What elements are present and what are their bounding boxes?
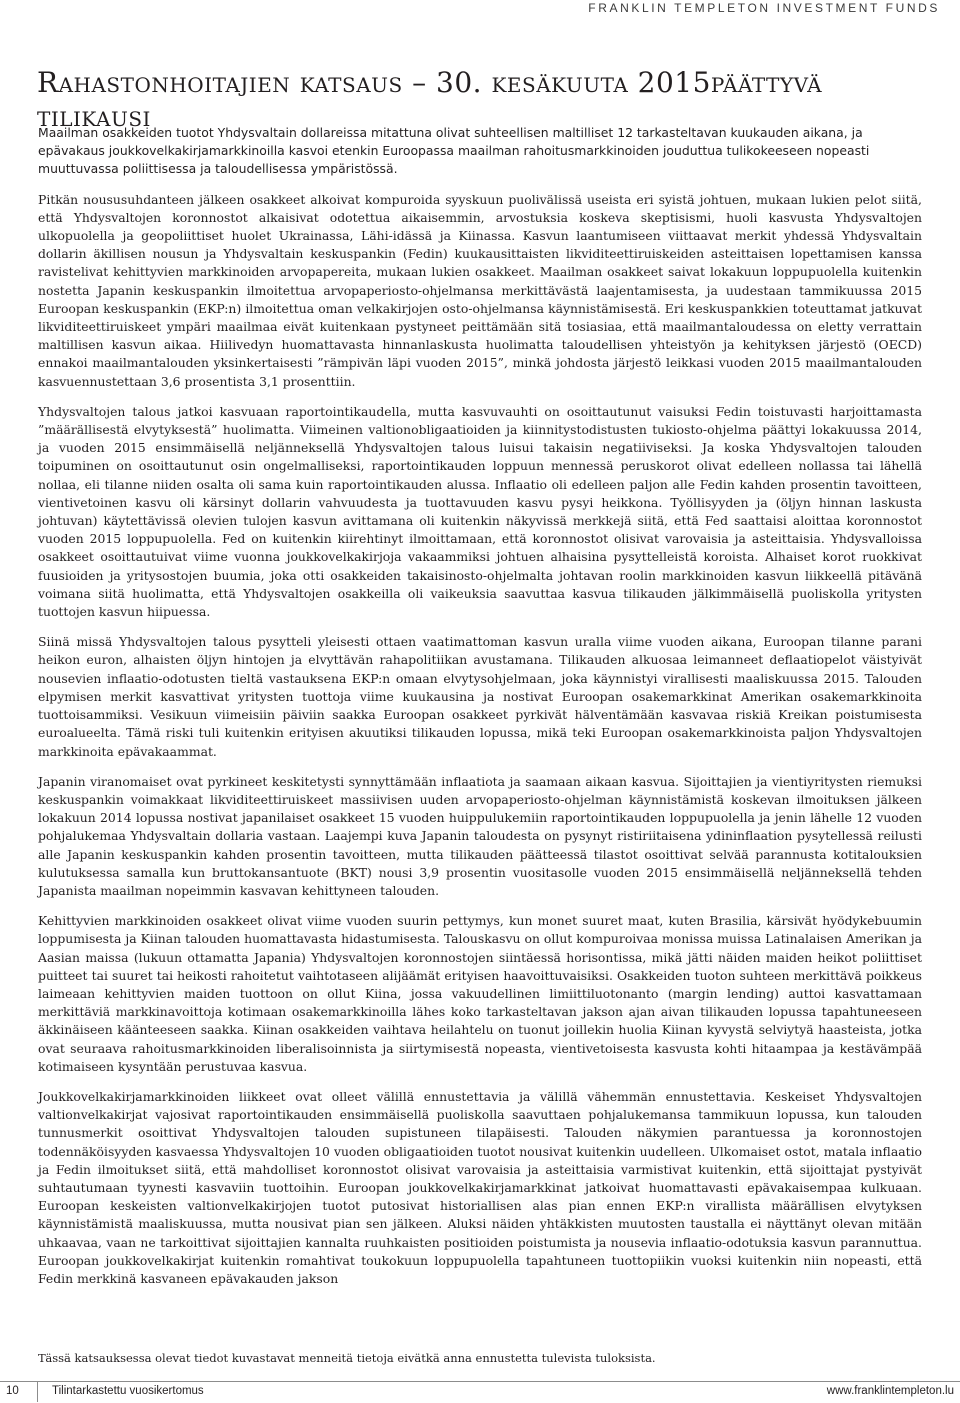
body-paragraph: Joukkovelkakirjamarkkinoiden liikkeet ovat olleet välillä ennustettavia ja välillä vähemmän ennustettavia. Keskeiset Yhdysvaltojen valtionvelkakirjat vajosivat raportointikauden ensimmäisellä puoliskolla saavuttaen pohjalukemansa tammikuun lopussa, kun talouden tunnusmerkit osoittivat Yhdysvaltojen talouden supistuneen tilapäisesti. Talouden näkymien parantuessa ja koronnostojen todennäköisyyden kasvaessa Yhdysvaltojen 10 vuoden obligaatioiden tuotot nousivat kuitenkin uudelleen. Ulkomaiset ostot, matala inflaatio ja Fedin ilmoitukset siitä, että mahdolliset koronnostot olisivat varovaisia ja asteittaisia varmistivat kuitenkin, että sijoittajat pystyivät suhtautumaan tyynesti kasvaviin tuottoihin. Euroopan joukkovelkakirjamarkkinat jatkoivat huomattavasti epävakaisempaa kulkuaan. Euroopan keskeisten valtionvelkakirjojen tuotot putosivat historiallisen alas pian ennen EKP:n virallista määrällisen elvytyksen käynnistämistä maaliskuussa, mutta nousivat pian sen jälkeen. Aluksi näiden yhtäkkisten muutosten taustalla ei näyttänyt olevan mitään uhkaavaa, vaan ne tarkoittivat sijoittajien kannalta ruuhkaisten positioiden poistumista ja nousevia inflaatio-odotuksia kasvun parannuttua. Euroopan joukkovelkakirjat kuitenkin romahtivat toukokuun loppupuolella tapahtuneen tuottopiikin vuoksi kuitenkin niin nopeasti, että Fedin merkkinä kasvaneen epävakauden jakson bbox=[38, 1088, 922, 1286]
report-name: Tilintarkastettu vuosikertomus bbox=[52, 1385, 204, 1397]
website-link[interactable]: www.franklintempleton.lu bbox=[826, 1385, 954, 1397]
body-paragraph: Pitkän noususuhdanteen jälkeen osakkeet alkoivat kompuroida syyskuun puolivälissä useista eri syistä johtuen, mukaan lukien pelot siitä, että Yhdysvaltojen koronnostot alkaisivat odotettua aikaisemmin, arvostuksia koskeva skeptisismi, huoli kasvusta Yhdysvaltojen ulkopuolella ja geopoliittiset huolet Ukrainassa, Lähi-idässä ja Kiinassa. Kasvun laantumiseen viittaavat merkit yhdessä Yhdysvaltain dollarin äkillisen nousun ja Yhdysvaltain keskuspankin (Fedin) kuukausittaisten likviditeettiruiskeiden asteittaisen lopettamisen kanssa ravistelivat kehittyvien markkinoiden arvopapereita, mukaan lukien osakkeet. Maailman osakkeet saivat lokakuun loppupuolella kuitenkin nostetta Japanin keskuspankin ilmoitettua arvopaperiosto-ohjelmansa merkittävästä laajentamisesta, ja uudestaan tammikuussa 2015 Euroopan keskuspankin (EKP:n) ilmoitettua oman velkakirjojen osto-ohjelmansa käynnistämisestä. Eri keskuspankkien toteuttamat jatkuvat likviditeettiruiskeet ympäri maailmaa eivät kuitenkaan pystyneet peittämään sitä tosiasiaa, että maailmantaloudessa on eletty verrattain maltillisen kasvun aikaa. Hiilivedyn huomattavasta hinnanlaskusta huolimatta taloudellisen yhteistyön ja kehityksen järjestö (OECD) ennakoi maailmantalouden yksinkertaisesti ”rämpivän läpi vuoden 2015”, minkä johdosta järjestö leikkasi vuoden 2015 maailmantalouden kasvuennustettaan 3,6 prosentista 3,1 prosenttiin. bbox=[38, 191, 922, 389]
footer-vertical-divider bbox=[37, 1382, 38, 1402]
body-paragraph: Japanin viranomaiset ovat pyrkineet keskitetysti synnyttämään inflaatiota ja saamaan aikaan kasvua. Sijoittajien ja vientiyritysten riemuksi keskuspankin voimakkaat likviditeettiruiskeet massiivisen uuden arvopaperiosto-ohjelman käynnistämistä koskevan ilmoituksen jälkeen lokakuun 2014 lopussa nostivat japanilaiset osakkeet 15 vuoden huippulukemiin raportointikauden loppupuolella ja jenin lähelle 12 vuoden pohjalukemaa Yhdysvaltain dollaria vastaan. Laajempi kuva Japanin taloudesta on pysynyt ristiriitaisena ydininflaation pysytellessä reilusti alle Japanin keskuspankin kahden prosentin tavoitteen, mutta tilikauden päätteessä tilastot osoittivat selvää parannusta kotitalouksien kulutuksessa samalla kun bruttokansantuote (BKT) nousi 3,9 prosentin vuositasolle vuoden 2015 ensimmäisellä neljänneksellä tehden Japanista maailman nopeimmin kasvavan kehittyneen talouden. bbox=[38, 773, 922, 898]
body-paragraph: Yhdysvaltojen talous jatkoi kasvuaan raportointikaudella, mutta kasvuvauhti on osoittautunut vaisuksi Fedin toistuvasti harjoittamasta ”määrällisestä elvytyksestä” huolimatta. Viimeinen valtionobligaatioiden ja kiinnitystodistusten tukiosto-ohjelma päättyi lokakuussa 2014, ja vuoden 2015 ensimmäisellä neljänneksellä Yhdysvaltojen talous luisui takaisin negatiiviseksi. Ja koska Yhdysvaltojen talouden toipuminen on osoittautunut osin ongelmalliseksi, raportointikauden loppuun mennessä peruskorot olivat edelleen nollassa tai lähellä nollaa, eli tilanne niiden osalta oli sama kuin raportointikauden alussa. Inflaatio oli edelleen paljon alle Fedin kahden prosentin tavoitteen, vientivetoinen kasvu oli kärsinyt dollarin vahvuudesta ja tuottavuuden kasvu pysyi heikkona. Työllisyyden ja (öljyn hinnan laskusta johtuvan) käytettävissä olevien tulojen kasvun avittamana oli kuitenkin näkyvissä merkkejä siitä, että Fed saattaisi aloittaa koronnostot vuoden 2015 loppupuolella. Fed on kuitenkin kiirehtinyt ilmoittamaan, että koronnostot olisivat varovaisia ja asteittaisia. Yhdysvalloissa osakkeet osoittautuivat viime vuonna joukkovelkakirjoja vakaammiksi johtuen alhaisina pysyttelleistä koroista. Alhaiset korot ruokkivat fuusioiden ja yritysostojen buumia, joka otti osakkeiden takaisinosto-ohjelmalta johtavan roolin markkinoiden kasvun liikkeellä pitävänä voimana siitä huolimatta, että Yhdysvaltojen osakkeilla oli vaikeuksia saavuttaa kasvua tilikauden jälkimmäisellä puoliskolla yritysten tuottojen kasvun hiipuessa. bbox=[38, 403, 922, 620]
body-paragraph: Kehittyvien markkinoiden osakkeet olivat viime vuoden suurin pettymys, kun monet suuret maat, kuten Brasilia, kärsivät hyödykebuumin loppumisesta ja Kiinan talouden huomattavasta hidastumisesta. Talouskasvu on ollut kompuroivaa monissa muissa Latinalaisen Amerikan ja Aasian maissa (lukuun ottamatta Japania) Yhdysvaltojen koronnostojen siintäessä horisontissa, mikä jätti näiden maiden heikot poliittiset puitteet tai suuret tai heikosti rahoitetut vaihtotaseen alijäämät erityisen haavoittuvaisiksi. Osakkeiden tuoton suhteen merkittävä poikkeus laimeaan kehittyvien maiden tuottoon on ollut Kiina, jossa vakuudellinen limiittiluotonanto (margin lending) auttoi kasvattamaan merkittäviä markkinavoittoja kotimaan osakemarkkinoilla lähes koko tarkasteltavan jakson ajan aivan tilikauden lopussa tapahtuneeseen äkkinäiseen käänteeseen saakka. Kiinan osakkeiden vaihtava heilahtelu on tuonut joillekin huolia Kiinan kyvystä selviytyä haasteista, jotka ovat seuraava rahoitusmarkkinoiden liberalisoinnista ja siirtymisestä nopeasta, vientivetoisesta kasvusta kohti hitaampaa ja kestävämpää kotimaiseen kysyntään perustuvaa kasvua. bbox=[38, 913, 922, 1074]
page-title: Rahastonhoitajien katsaus – 30. kesäkuuta 2015päättyvä tilikausi bbox=[37, 66, 823, 133]
disclaimer-footnote: Tässä katsauksessa olevat tiedot kuvastavat menneitä tietoja eivätkä anna ennustetta tulevista tuloksista. bbox=[38, 1351, 656, 1365]
footer-divider-line bbox=[0, 1381, 960, 1382]
running-head-brand: FRANKLIN TEMPLETON INVESTMENT FUNDS bbox=[588, 1, 940, 15]
body-paragraph: Siinä missä Yhdysvaltojen talous pysytteli yleisesti ottaen vaatimattoman kasvun uralla viime vuoden aikana, Euroopan tilanne parani heikon euron, alhaisten öljyn hintojen ja elvyttävän rahapolitiikan avustamana. Tilikauden alkuosaa leimanneet deflaatiopelot väistyivät nousevien inflaatio-odotusten tieltä vastauksena EKP:n omaan elvytysohjelmaan, joka käynnistyi virallisesti maaliskuussa 2015. Talouden elpymisen merkit kasvattivat yritysten tuottoja viime kuukausina ja nostivat Euroopan osakemarkkinat Amerikan osakemarkkinoita tuottoisammiksi. Vesikuun viimeisiin päiviin saakka Euroopan osakkeet pyrkivät hälventämään kasvavaa riskiä Kreikan poistumisesta euroalueelta. Tämä riski tuli kuitenkin erityisen akuutiksi tilikauden lopussa, mikä teki Euroopan osakemarkkinoista paljon Yhdysvaltojen markkinoita epävakaammat. bbox=[38, 634, 922, 759]
intro-paragraph: Maailman osakkeiden tuotot Yhdysvaltain dollareissa mitattuna olivat suhteellisen maltilliset 12 tarkasteltavan kuukauden aikana, ja epävakaus joukkovelkakirjamarkkinoilla kasvoi etenkin Euroopassa maailman rahoitusmarkkinoiden jouduttua tulikokeeseen nopeasti muuttuvassa poliittisessa ja taloudellisessa ympäristössä. bbox=[38, 125, 870, 177]
article-body bbox=[38, 124, 922, 1300]
page-number: 10 bbox=[6, 1385, 19, 1397]
